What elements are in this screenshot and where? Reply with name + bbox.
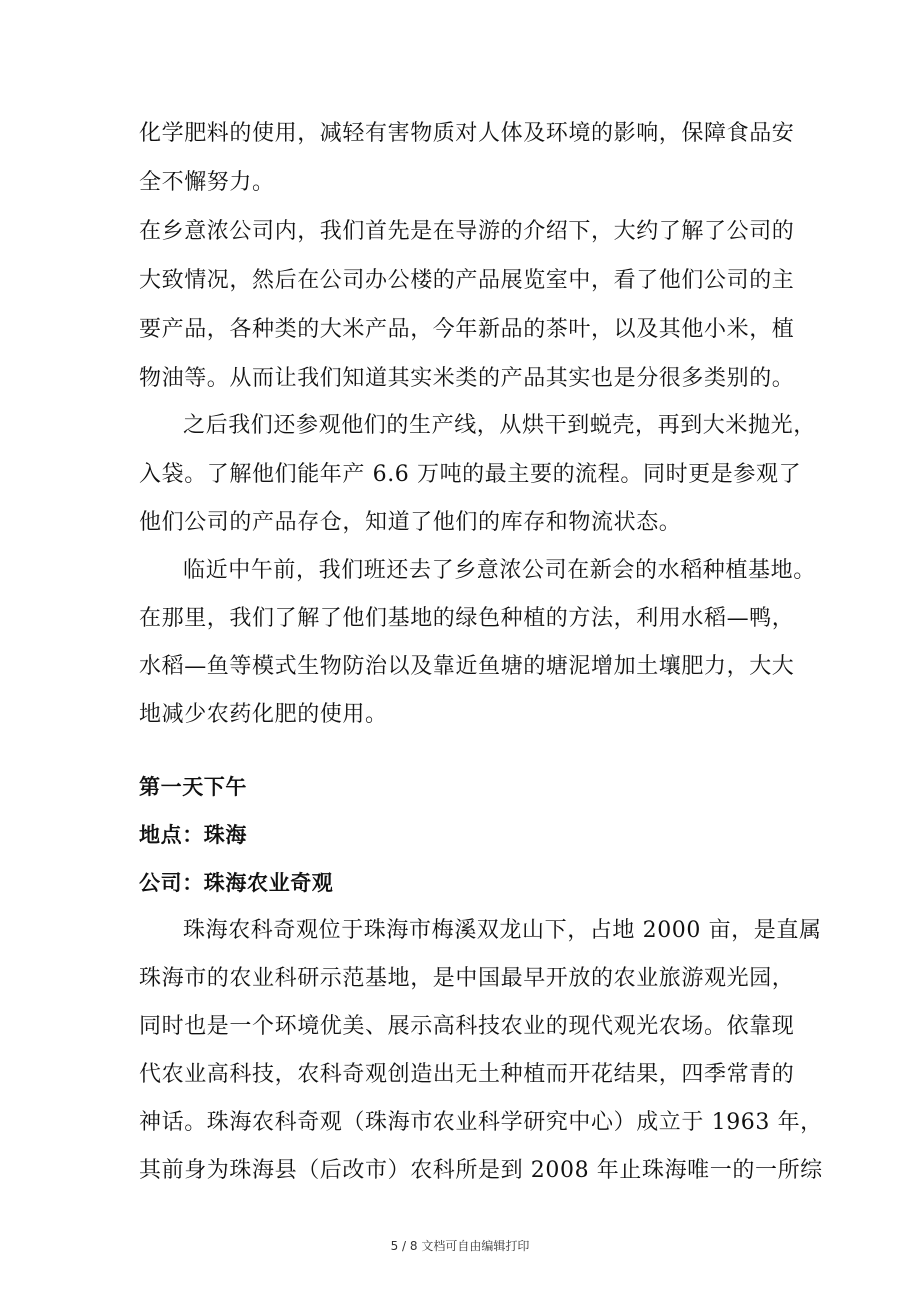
- text-line: 化学肥料的使用，减轻有害物质对人体及环境的影响，保障食品安: [139, 121, 795, 146]
- text-line: 大致情况，然后在公司办公楼的产品展览室中，看了他们公司的主: [139, 268, 795, 293]
- text-line: 在那里，我们了解了他们基地的绿色种植的方法，利用水稻—鸭，: [139, 606, 795, 631]
- text-line: 珠海农科奇观位于珠海市梅溪双龙山下，占地 2000 亩，是直属: [183, 918, 822, 943]
- text-line: 珠海市的农业科研示范基地，是中国最早开放的农业旅游观光园，: [139, 966, 795, 991]
- text-line: 临近中午前，我们班还去了乡意浓公司在新会的水稻种植基地。: [183, 558, 816, 583]
- text-line: 全不懈努力。: [139, 170, 275, 195]
- section-heading-company: 公司：珠海农业奇观: [139, 871, 334, 895]
- text-line: 神话。珠海农科奇观（珠海市农业科学研究中心）成立于 1963 年，: [139, 1110, 823, 1135]
- text-line: 要产品，各种类的大米产品，今年新品的茶叶，以及其他小米，植: [139, 317, 795, 342]
- text-line: 同时也是一个环境优美、展示高科技农业的现代观光农场。依靠现: [139, 1014, 795, 1039]
- text-line: 他们公司的产品存仓，知道了他们的库存和物流状态。: [139, 510, 682, 535]
- text-line: 代农业高科技，农科奇观创造出无土种植而开花结果，四季常青的: [139, 1062, 795, 1087]
- text-line: 地减少农药化肥的使用。: [139, 702, 388, 727]
- text-line: 水稻—鱼等模式生物防治以及靠近鱼塘的塘泥增加土壤肥力，大大: [139, 654, 795, 679]
- section-heading-time: 第一天下午: [139, 775, 247, 799]
- text-line: 之后我们还参观他们的生产线，从烘干到蜕壳，再到大米抛光，: [183, 413, 816, 438]
- section-heading-place: 地点：珠海: [139, 823, 247, 847]
- page-footer: 5 / 8 文档可自由编辑打印: [390, 1239, 530, 1253]
- text-line: 入袋。了解他们能年产 6.6 万吨的最主要的流程。同时更是参观了: [139, 462, 802, 487]
- text-line: 其前身为珠海县（后改市）农科所是到 2008 年止珠海唯一的一所综: [139, 1158, 823, 1183]
- text-line: 在乡意浓公司内，我们首先是在导游的介绍下，大约了解了公司的: [139, 219, 795, 244]
- text-line: 物油等。从而让我们知道其实米类的产品其实也是分很多类别的。: [139, 366, 795, 391]
